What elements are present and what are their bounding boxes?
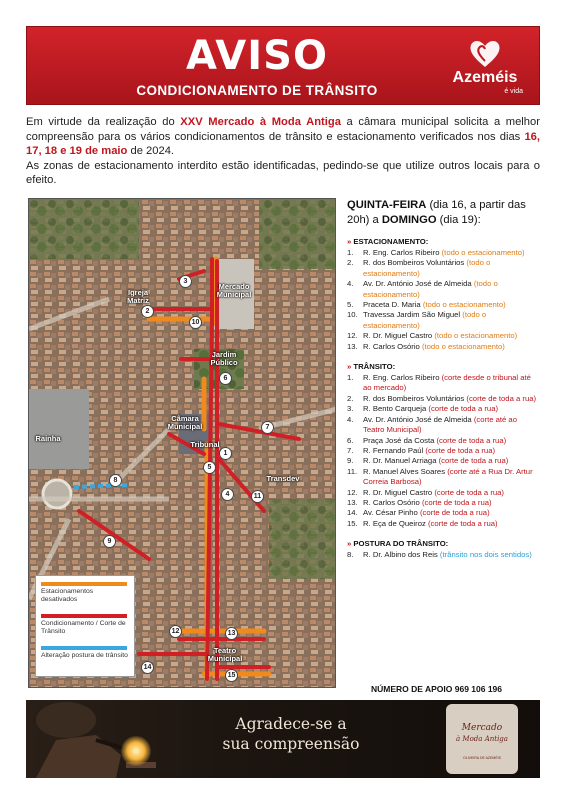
parking-item-number: 1.	[347, 248, 354, 257]
heart-logo-icon	[445, 37, 525, 71]
map-pin-6: 6	[219, 372, 232, 385]
label-tribunal: Tribunal	[190, 440, 220, 449]
badge-title-line-1: Mercado	[461, 723, 503, 733]
posture-heading-text: POSTURA DO TRÂNSITO:	[353, 539, 449, 549]
traffic-item-number: 6.	[347, 435, 354, 445]
traffic-item-number: 2.	[347, 393, 354, 403]
traffic-heading-text: TRÂNSITO:	[353, 362, 396, 372]
map-pin-1: 1	[219, 447, 232, 460]
logo-tagline: é vida	[504, 88, 523, 95]
support-phone: NÚMERO DE APOIO 969 106 196	[371, 684, 503, 694]
schedule-end-day: DOMINGO	[381, 213, 437, 226]
parking-heading: » ESTACIONAMENTO:	[347, 237, 429, 246]
restrictions-panel	[347, 198, 539, 561]
traffic-item	[347, 415, 539, 436]
parking-item	[347, 310, 539, 331]
map-pin-10: 10	[189, 316, 202, 329]
legend-cut-label: Condicionamento / Corte de Trânsito	[41, 620, 126, 635]
traffic-item-note: (corte de toda a rua)	[419, 508, 490, 518]
traffic-item-street: R. Carlos Osório	[363, 497, 422, 507]
parking-item	[347, 331, 539, 341]
traffic-item-number: 9.	[347, 456, 354, 466]
traffic-item-number: 13.	[347, 497, 358, 507]
map-pin-15: 15	[225, 669, 238, 682]
map-pin-13: 13	[225, 627, 238, 640]
traffic-item-street: R. Eng. Carlos Ribeiro	[363, 373, 442, 383]
parking-item-number: 12.	[347, 331, 358, 341]
intro-text-c: de 2024.	[127, 145, 175, 158]
traffic-item-street: Av. Dr. António José de Almeida	[363, 414, 474, 424]
traffic-item	[347, 488, 539, 498]
map-pin-9: 9	[103, 535, 116, 548]
parking-item-number: 4.	[347, 279, 354, 289]
parking-item-street: R. Dr. Miguel Castro	[363, 331, 435, 341]
label-jardim-publico: Jardim Público	[210, 350, 238, 367]
traffic-map	[28, 198, 336, 688]
parking-item-street: R. dos Bombeiros Voluntários	[363, 258, 467, 268]
logo-name: Azeméis	[452, 69, 518, 86]
parking-item-note: (todo o estacionamento)	[434, 331, 518, 341]
thanks-line-2: sua compreensão	[222, 735, 360, 753]
traffic-item-note: (corte de toda a rua)	[421, 497, 492, 507]
parking-heading-text: ESTACIONAMENTO:	[353, 237, 429, 246]
traffic-item-note: (corte de toda a rua)	[466, 393, 537, 403]
traffic-list	[347, 373, 539, 529]
parking-item-note: (todo o estacionamento)	[421, 341, 505, 351]
traffic-item	[347, 373, 539, 394]
map-pin-3: 3	[179, 275, 192, 288]
parking-item-note: (todo o estacionamento)	[363, 310, 487, 330]
map-pin-11: 11	[251, 490, 264, 503]
molten-glass-glow	[121, 736, 151, 766]
schedule-start-note: (dia 16, a partir das 20h) a	[347, 199, 526, 226]
event-dates: 16, 17, 18 e 19 de maio	[26, 130, 540, 158]
parking-item-street: Praceta D. Maria	[363, 300, 423, 310]
parking-item-note: (todo o estacionamento)	[441, 248, 525, 257]
legend-cut	[41, 612, 129, 644]
traffic-item-street: R. dos Bombeiros Voluntários	[363, 393, 467, 403]
traffic-item	[347, 519, 539, 529]
parking-item-street: Av. Dr. António José de Almeida	[363, 279, 474, 289]
posture-item-number: 8.	[347, 550, 354, 560]
legend-change	[41, 644, 129, 676]
traffic-item-street: R. Eça de Queiroz	[363, 518, 428, 528]
label-camara-municipal: Câmara Municipal	[167, 414, 203, 431]
intro-text	[26, 115, 540, 188]
traffic-item	[347, 404, 539, 414]
parking-item	[347, 258, 539, 279]
parking-item	[347, 342, 539, 352]
label-transdev: Transdev	[266, 474, 300, 483]
traffic-item	[347, 446, 539, 456]
traffic-item-note: (corte de toda a rua)	[425, 445, 496, 455]
craftsman-photo-image	[26, 700, 186, 778]
traffic-heading: » TRÂNSITO:	[347, 362, 396, 372]
parking-item-street: Travessa Jardim São Miguel	[363, 310, 463, 320]
traffic-item	[347, 508, 539, 518]
map-pin-12: 12	[169, 625, 182, 638]
traffic-item-street: Av. César Pinho	[363, 508, 420, 518]
label-mercado-municipal: Mercado Municipal	[216, 282, 252, 299]
traffic-item-number: 15.	[347, 518, 358, 528]
traffic-item-number: 12.	[347, 487, 358, 497]
traffic-item-number: 4.	[347, 414, 354, 424]
traffic-item-note: (corte até a Rua Dr. Artur Correia Barbosa)	[363, 466, 533, 487]
traffic-item-note: (corte de toda a rua)	[428, 404, 499, 414]
intro-paragraph-2: As zonas de estacionamento interdito estão identificadas, pedindo-se que utilize outros locais para o efeito.	[26, 159, 540, 187]
parking-item-number: 13.	[347, 341, 358, 351]
traffic-item-number: 1.	[347, 373, 354, 383]
posture-item	[347, 550, 539, 560]
page-subtitle: CONDICIONAMENTO DE TRÂNSITO	[136, 83, 378, 98]
parking-item-number: 10.	[347, 310, 358, 320]
schedule-end-note: (dia 19):	[436, 213, 481, 226]
traffic-item-street: R. Fernando Paúl	[363, 445, 426, 455]
parking-item-note: (todo o estacionamento)	[363, 279, 498, 299]
posture-item-street: R. Dr. Albino dos Reis	[363, 550, 440, 560]
traffic-item-note: (corte desde o tribunal até ao mercado)	[363, 373, 531, 393]
posture-item-note: (trânsito nos dois sentidos)	[439, 550, 532, 560]
traffic-item-street: R. Dr. Manuel Arriaga	[363, 456, 439, 466]
traffic-item-note: (corte de toda a rua)	[427, 518, 498, 528]
map-pin-4: 4	[221, 488, 234, 501]
parking-item-note: (todo o estacionamento)	[363, 258, 491, 278]
posture-heading: » POSTURA DO TRÂNSITO:	[347, 539, 449, 549]
traffic-item	[347, 498, 539, 508]
intro-text-a: Em virtude da realização do	[26, 116, 181, 128]
map-pin-5: 5	[203, 461, 216, 474]
traffic-item-note: (corte de toda a rua)	[436, 435, 507, 445]
parking-item-note: (todo o estacionamento)	[422, 300, 506, 310]
traffic-item-number: 11.	[347, 466, 358, 476]
traffic-item-note: (corte de toda a rua)	[434, 487, 504, 497]
traffic-item-number: 3.	[347, 404, 354, 414]
legend-parking	[41, 580, 129, 612]
parking-list	[347, 248, 539, 352]
badge-title-line-2: à Moda Antiga	[456, 735, 508, 743]
posture-list	[347, 550, 539, 560]
map-pin-8: 8	[109, 474, 122, 487]
traffic-item-number: 7.	[347, 445, 354, 455]
map-pin-7: 7	[261, 421, 274, 434]
intro-text-b: a câmara municipal solicita a melhor compreensão para os vários condicionamentos de trânsito e estacionamento verificados nos dias	[26, 116, 540, 143]
label-teatro-municipal: Teatro Municipal	[207, 646, 243, 663]
traffic-item-number: 14.	[347, 508, 358, 518]
event-badge-logo	[446, 704, 518, 774]
badge-subtitle: OLIVEIRA DE AZEMÉIS	[463, 756, 501, 760]
header-banner	[26, 26, 540, 105]
page-title: AVISO	[186, 33, 328, 79]
footer-banner	[26, 700, 540, 778]
traffic-item	[347, 467, 539, 488]
map-pin-2: 2	[141, 305, 154, 318]
schedule-heading	[347, 198, 539, 227]
legend-change-label: Alteração postura de trânsito	[41, 652, 128, 659]
thanks-line-1: Agradece-se a	[235, 715, 347, 733]
label-igreja-matriz: Igreja Matriz	[127, 288, 149, 305]
traffic-item-street: R. Dr. Miguel Castro	[363, 487, 435, 497]
legend-cut-swatch	[41, 614, 127, 618]
legend-parking-label: Estacionamentos desativados	[41, 588, 94, 603]
parking-item-street: R. Carlos Osório	[363, 341, 422, 351]
thanks-message	[196, 714, 386, 754]
legend-change-swatch	[41, 646, 127, 650]
map-pin-14: 14	[141, 661, 154, 674]
traffic-item	[347, 436, 539, 446]
municipality-logo	[445, 37, 525, 97]
badge-title	[448, 724, 516, 744]
legend-parking-swatch	[41, 582, 127, 586]
parking-item-number: 2.	[347, 258, 354, 268]
parking-item-street: R. Eng. Carlos Ribeiro	[363, 248, 442, 257]
parking-item-number: 5.	[347, 300, 354, 310]
traffic-item	[347, 394, 539, 404]
traffic-item-street: R. Bento Carqueja	[363, 404, 429, 414]
traffic-item-note: (corte de toda a rua)	[438, 456, 509, 466]
traffic-item-street: R. Manuel Alves Soares	[363, 466, 448, 476]
parking-item	[347, 279, 539, 300]
traffic-item-note: (corte até ao Teatro Municipal)	[363, 414, 517, 435]
label-rainha: Rainha	[35, 434, 61, 443]
schedule-start-day: QUINTA-FEIRA	[347, 199, 427, 211]
parking-item	[347, 300, 539, 310]
map-legend	[35, 575, 135, 677]
event-name: XXV Mercado à Moda Antiga	[180, 116, 341, 128]
parking-item	[347, 248, 539, 258]
intro-paragraph-1	[26, 115, 540, 159]
traffic-item-street: Praça José da Costa	[363, 435, 437, 445]
traffic-item	[347, 456, 539, 466]
